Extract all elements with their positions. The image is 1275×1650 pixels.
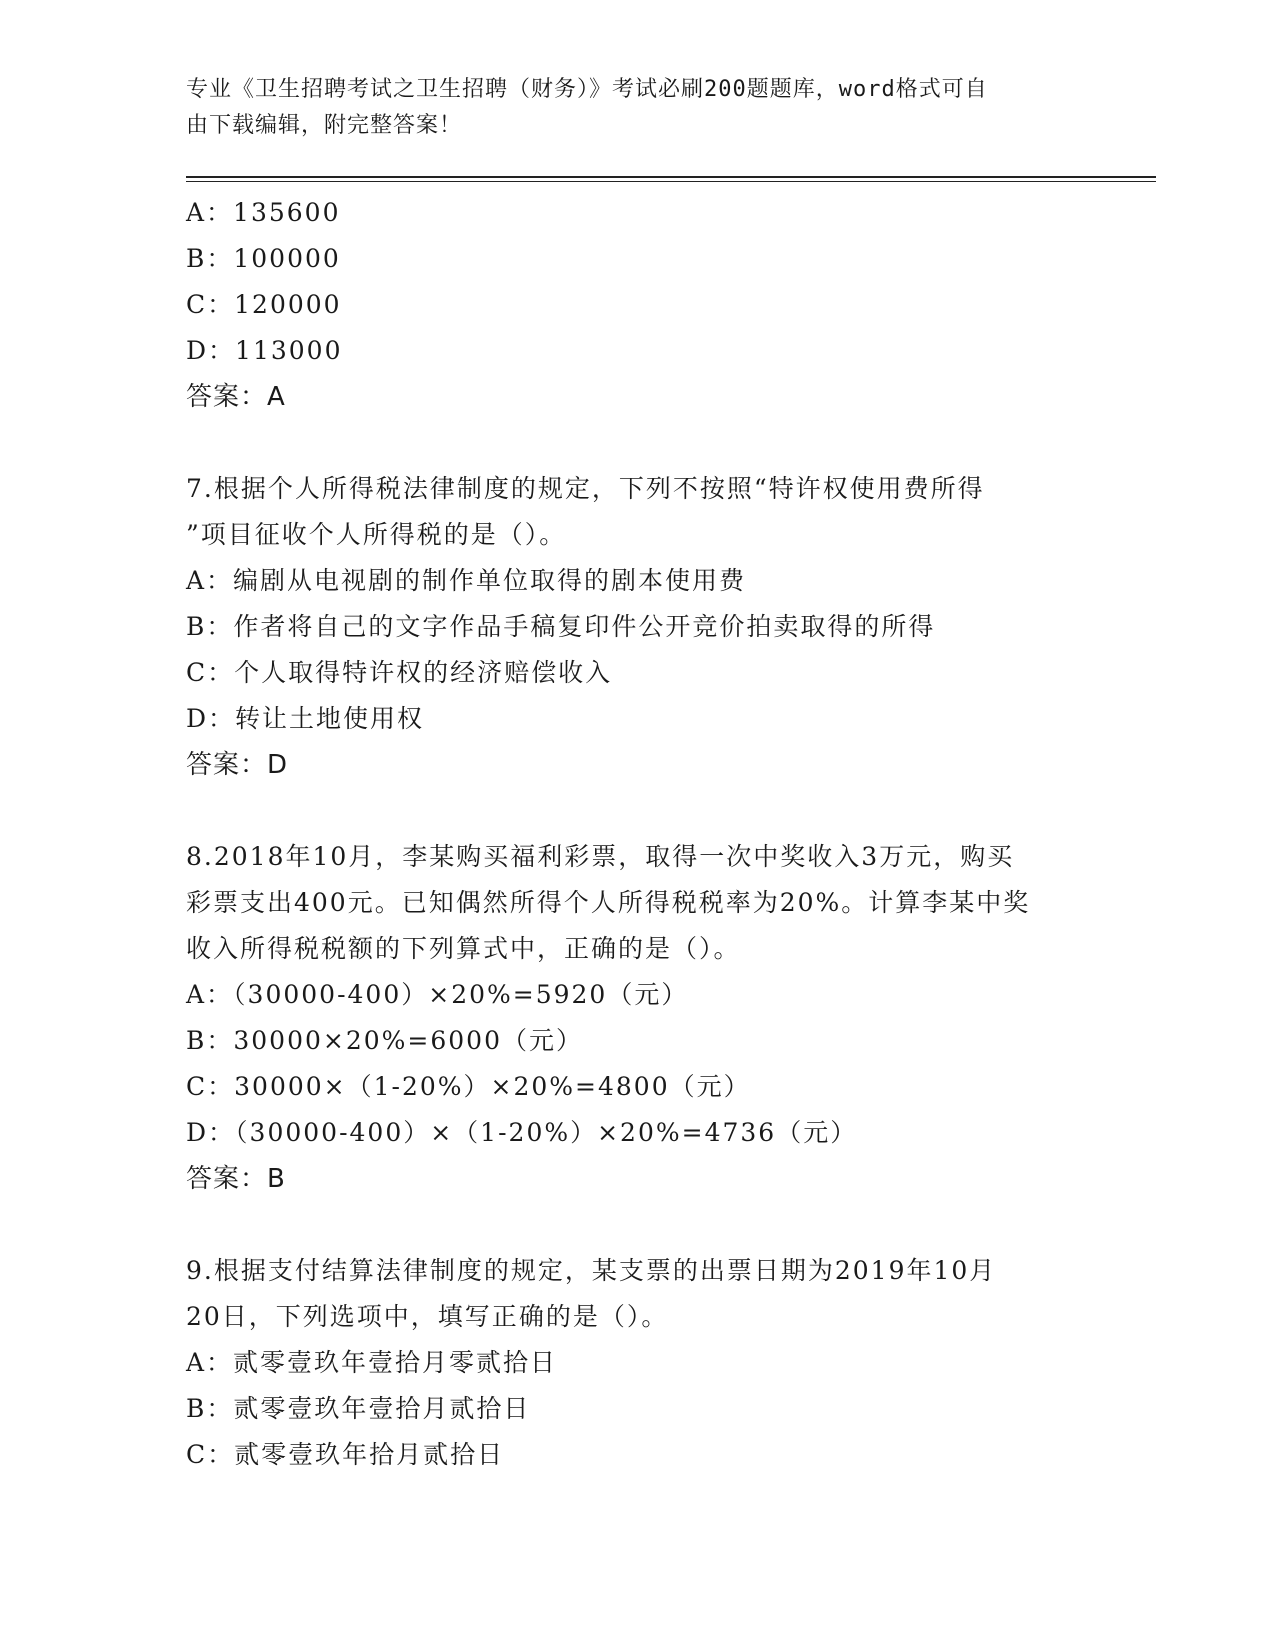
spacer	[186, 420, 1086, 466]
question-stem-line: 彩票支出400元。已知偶然所得个人所得税税率为20%。计算李某中奖	[186, 888, 1031, 917]
header-divider-thick	[186, 176, 1156, 178]
option-d: D：113000	[186, 336, 343, 365]
option-b: B：贰零壹玖年壹拾月贰拾日	[186, 1394, 531, 1423]
option-d: D：（30000-400）×（1-20%）×20%=4736（元）	[186, 1118, 858, 1147]
question-6	[186, 190, 1086, 420]
answer: 答案：B	[186, 1164, 286, 1194]
option-a: A：135600	[186, 198, 341, 227]
answer: 答案：D	[186, 750, 289, 780]
document-header	[186, 72, 1086, 144]
question-9	[186, 1248, 1086, 1478]
option-a: A：贰零壹玖年壹拾月零贰拾日	[186, 1348, 558, 1377]
question-stem-line: 8.2018年10月，李某购买福利彩票，取得一次中奖收入3万元，购买	[186, 842, 1015, 871]
option-c: C：30000×（1-20%）×20%=4800（元）	[186, 1072, 751, 1101]
question-8	[186, 834, 1086, 1202]
question-stem-line: ”项目征收个人所得税的是（）。	[186, 520, 567, 549]
question-7	[186, 466, 1086, 788]
question-list	[186, 190, 1086, 1478]
option-b: B：30000×20%=6000（元）	[186, 1026, 583, 1055]
answer: 答案：A	[186, 382, 286, 412]
header-line-2: 由下载编辑，附完整答案！	[186, 113, 463, 138]
question-stem-line: 7.根据个人所得税法律制度的规定，下列不按照“特许权使用费所得	[186, 474, 985, 503]
option-c: C：贰零壹玖年拾月贰拾日	[186, 1440, 505, 1469]
option-c: C：120000	[186, 290, 342, 319]
spacer	[186, 1202, 1086, 1248]
header-divider-thin	[186, 181, 1156, 182]
question-stem-line: 收入所得税税额的下列算式中，正确的是（）。	[186, 934, 741, 963]
option-a: A：编剧从电视剧的制作单位取得的剧本使用费	[186, 566, 747, 595]
option-b: B：作者将自己的文字作品手稿复印件公开竞价拍卖取得的所得	[186, 612, 936, 641]
option-d: D：转让土地使用权	[186, 704, 425, 733]
question-stem-line: 20日，下列选项中，填写正确的是（）。	[186, 1302, 669, 1331]
option-b: B：100000	[186, 244, 341, 273]
spacer	[186, 788, 1086, 834]
option-a: A：（30000-400）×20%=5920（元）	[186, 980, 689, 1009]
header-line-1: 专业《卫生招聘考试之卫生招聘（财务）》考试必刷200题题库，word格式可自	[186, 77, 988, 102]
option-c: C：个人取得特许权的经济赔偿收入	[186, 658, 613, 687]
question-stem-line: 9.根据支付结算法律制度的规定，某支票的出票日期为2019年10月	[186, 1256, 997, 1285]
